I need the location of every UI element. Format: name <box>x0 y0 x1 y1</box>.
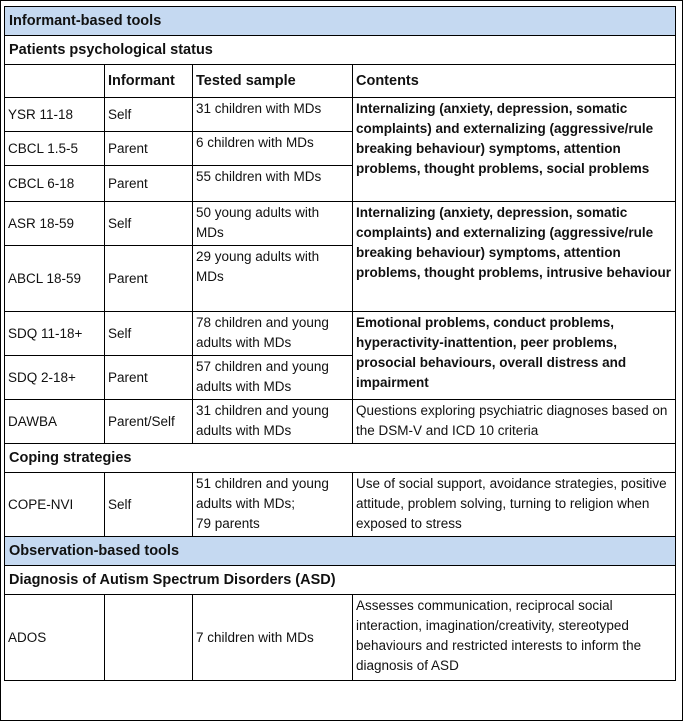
section-row <box>5 7 676 36</box>
sample-cell: 57 children and young adults with MDs <box>193 356 353 400</box>
table-row <box>5 98 676 132</box>
informant-cell: Self <box>105 98 193 132</box>
sample-line: adults with MDs; <box>196 496 296 511</box>
subsection-row <box>5 444 676 473</box>
tool-name: COPE-NVI <box>5 473 105 537</box>
tool-name: CBCL 1.5-5 <box>5 132 105 166</box>
informant-cell <box>105 595 193 681</box>
section-observation-based: Observation-based tools <box>5 537 676 566</box>
tool-name: SDQ 2-18+ <box>5 356 105 400</box>
table-row <box>5 400 676 444</box>
header-tool <box>5 65 105 98</box>
tool-name: YSR 11-18 <box>5 98 105 132</box>
sample-cell <box>193 473 353 537</box>
tools-table <box>4 6 676 681</box>
section-row <box>5 537 676 566</box>
tool-name: DAWBA <box>5 400 105 444</box>
sample-line: 79 parents <box>196 516 260 531</box>
sample-cell: 6 children with MDs <box>193 132 353 166</box>
header-row <box>5 65 676 98</box>
subsection-row <box>5 36 676 65</box>
subsection-asd-diagnosis: Diagnosis of Autism Spectrum Disorders (ASD) <box>5 566 676 595</box>
subsection-psychological-status: Patients psychological status <box>5 36 676 65</box>
section-informant-based: Informant-based tools <box>5 7 676 36</box>
contents-cell: Emotional problems, conduct problems, hyperactivity-inattention, peer problems, prosocial behaviours, overall distress and impairment <box>353 312 676 400</box>
table-row <box>5 473 676 537</box>
subsection-coping-strategies: Coping strategies <box>5 444 676 473</box>
table-row <box>5 202 676 246</box>
sample-cell: 31 children with MDs <box>193 98 353 132</box>
tool-name: ABCL 18-59 <box>5 246 105 312</box>
sample-cell: 55 children with MDs <box>193 166 353 202</box>
contents-cell: Assesses communication, reciprocal social interaction, imagination/creativity, stereotyped behaviours and restricted interests to inform the diagnosis of ASD <box>353 595 676 681</box>
tool-name: SDQ 11-18+ <box>5 312 105 356</box>
contents-cell: Use of social support, avoidance strategies, positive attitude, problem solving, turning to religion when exposed to stress <box>353 473 676 537</box>
contents-cell: Internalizing (anxiety, depression, somatic complaints) and externalizing (aggressive/rule breaking behaviour) symptoms, attention problems, thought problems, intrusive behaviour <box>353 202 676 312</box>
tool-name: ASR 18-59 <box>5 202 105 246</box>
contents-cell: Internalizing (anxiety, depression, somatic complaints) and externalizing (aggressive/rule breaking behaviour) symptoms, attention problems, thought problems, social problems <box>353 98 676 202</box>
table-row <box>5 312 676 356</box>
table-row <box>5 595 676 681</box>
sample-cell: 7 children with MDs <box>193 595 353 681</box>
header-tested-sample: Tested sample <box>193 65 353 98</box>
informant-cell: Parent <box>105 246 193 312</box>
informant-cell: Self <box>105 312 193 356</box>
sample-cell: 31 children and young adults with MDs <box>193 400 353 444</box>
informant-cell: Self <box>105 473 193 537</box>
header-contents: Contents <box>353 65 676 98</box>
sample-cell: 50 young adults with MDs <box>193 202 353 246</box>
informant-cell: Parent <box>105 166 193 202</box>
sample-cell: 29 young adults with MDs <box>193 246 353 312</box>
sample-line: 51 children and young <box>196 476 329 491</box>
tool-name: ADOS <box>5 595 105 681</box>
informant-cell: Self <box>105 202 193 246</box>
sample-cell: 78 children and young adults with MDs <box>193 312 353 356</box>
contents-cell: Questions exploring psychiatric diagnoses based on the DSM-V and ICD 10 criteria <box>353 400 676 444</box>
subsection-row <box>5 566 676 595</box>
tool-name: CBCL 6-18 <box>5 166 105 202</box>
informant-cell: Parent/Self <box>105 400 193 444</box>
header-informant: Informant <box>105 65 193 98</box>
informant-cell: Parent <box>105 132 193 166</box>
informant-cell: Parent <box>105 356 193 400</box>
